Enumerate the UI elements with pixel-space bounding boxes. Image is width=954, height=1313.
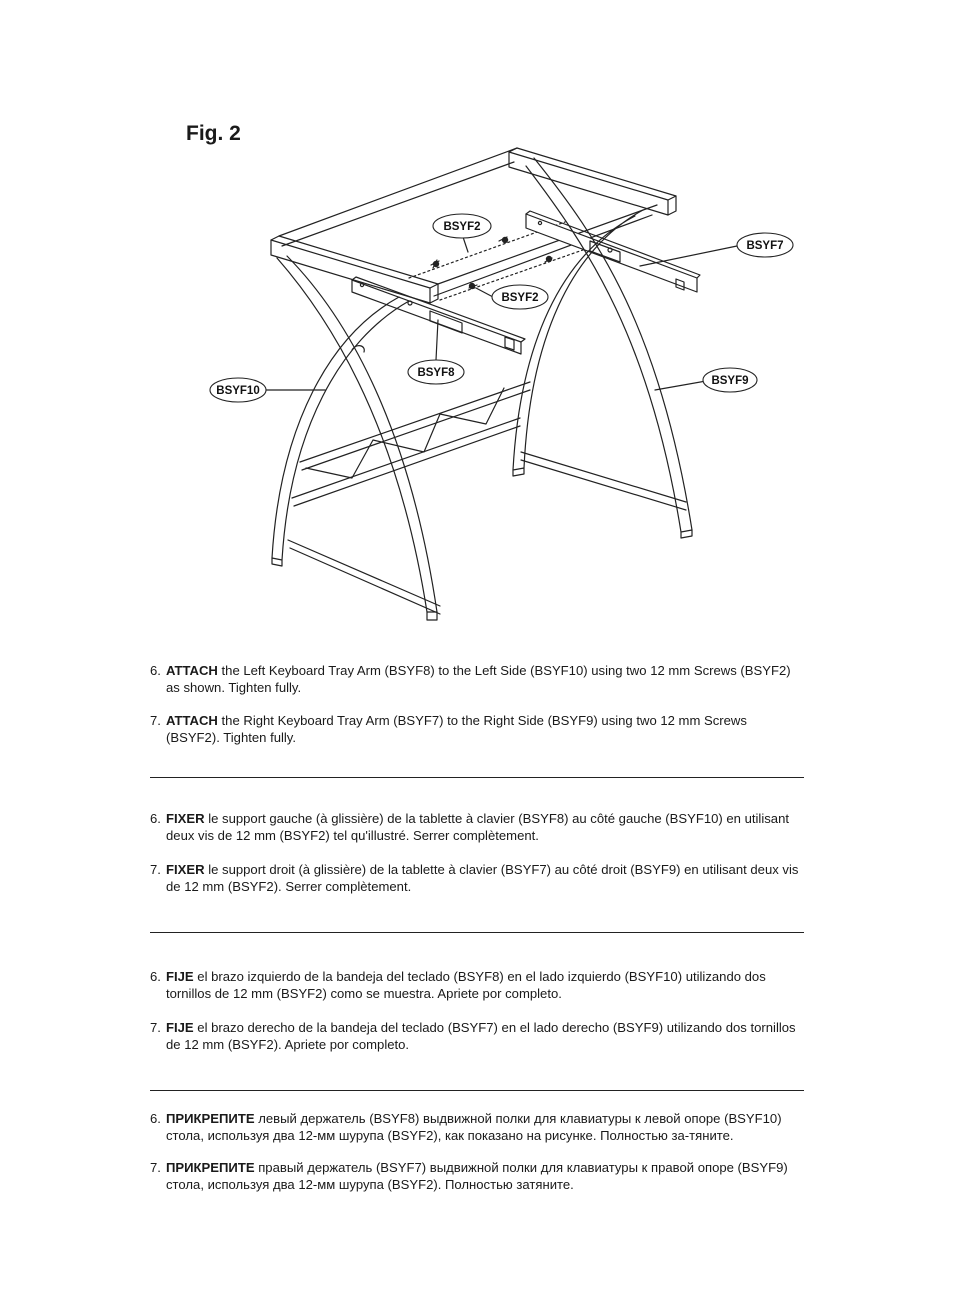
callout-bsyf8 [408,360,464,384]
step-verb: FIXER [166,811,205,826]
step-6 [150,968,804,1002]
callout-label: BSYF2 [501,292,539,304]
instructions-spanish [150,968,804,1053]
step-7 [150,1159,804,1193]
step-text: el brazo derecho de la bandeja del teclado (BSYF7) en el lado derecho (BSYF9) utilizando dos tornillos de 12 mm (BSYF2). Apriete por completo. [166,1020,796,1052]
instructions-english [150,662,804,746]
callout-bsyf7 [737,233,793,257]
instructions-russian [150,1110,804,1193]
leader-bsyf7 [640,246,737,266]
step-verb: FIJE [166,969,194,984]
instructions-french [150,810,804,895]
section-divider [150,1090,804,1091]
callout-bsyf2-bottom [492,285,548,309]
step-text: левый держатель (BSYF8) выдвижной полки для клавиатуры к левой опоре (BSYF10) стола, используя два 12-мм шурупа (BSYF2), как показано на рисунке. Полностью за-тяните. [166,1111,782,1143]
leader-bsyf8 [436,320,438,360]
figure-title: Fig. 2 [186,122,241,145]
step-number: 6. [150,663,161,678]
leader-bsyf9 [655,381,706,390]
step-7 [150,1019,804,1053]
callout-label: BSYF10 [216,385,260,397]
step-7 [150,712,804,746]
step-text: el brazo izquierdo de la bandeja del teclado (BSYF8) en el lado izquierdo (BSYF10) utilizando dos tornillos de 12 mm (BSYF2) como se muestra. Apriete por completo. [166,969,766,1001]
step-text: the Right Keyboard Tray Arm (BSYF7) to the Right Side (BSYF9) using two 12 mm Screws (BSYF2). Tighten fully. [166,713,747,745]
step-6 [150,810,804,844]
callout-label: BSYF9 [711,375,749,387]
step-verb: FIJE [166,1020,194,1035]
screw-bsyf2-a [431,260,439,268]
step-text: le support droit (à glissière) de la tablette à clavier (BSYF7) au côté droit (BSYF9) en utilisant deux vis de 12 mm (BSYF2). Serrer complètement. [166,862,799,894]
lower-shelf-frame [288,382,686,614]
screw-bsyf2-b [499,237,508,243]
leader-bsyf2-bottom [476,288,493,297]
step-number: 6. [150,811,161,826]
step-number: 7. [150,862,161,877]
leader-bsyf2-top [463,237,468,252]
step-7 [150,861,804,895]
callout-bsyf2-top [433,214,491,238]
step-text: the Left Keyboard Tray Arm (BSYF8) to the Left Side (BSYF10) using two 12 mm Screws (BSYF2) as shown. Tighten fully. [166,663,791,695]
callout-label: BSYF2 [443,221,481,233]
step-text: правый держатель (BSYF7) выдвижной полки для клавиатуры к правой опоре (BSYF9) стола, используя два 12-мм шурупа (BSYF2). Полностью затяните. [166,1160,788,1192]
callout-bsyf10 [210,378,266,402]
step-verb: FIXER [166,862,205,877]
step-6 [150,662,804,696]
step-6 [150,1110,804,1144]
step-number: 7. [150,713,161,728]
step-verb: ATTACH [166,713,218,728]
callout-bsyf9 [703,368,757,392]
step-verb: ATTACH [166,663,218,678]
callout-label: BSYF8 [417,367,455,379]
section-divider [150,932,804,933]
callout-label: BSYF7 [746,240,784,252]
section-divider [150,777,804,778]
step-text: le support gauche (à glissière) de la tablette à clavier (BSYF8) au côté gauche (BSYF10) en utilisant deux vis de 12 mm (BSYF2) tel qu'illustré. Serrer complètement. [166,811,789,843]
step-number: 6. [150,969,161,984]
step-number: 7. [150,1020,161,1035]
step-verb: ПРИКРЕПИТЕ [166,1111,255,1126]
assembly-diagram [0,0,954,640]
step-verb: ПРИКРЕПИТЕ [166,1160,255,1175]
step-number: 7. [150,1160,161,1175]
step-number: 6. [150,1111,161,1126]
